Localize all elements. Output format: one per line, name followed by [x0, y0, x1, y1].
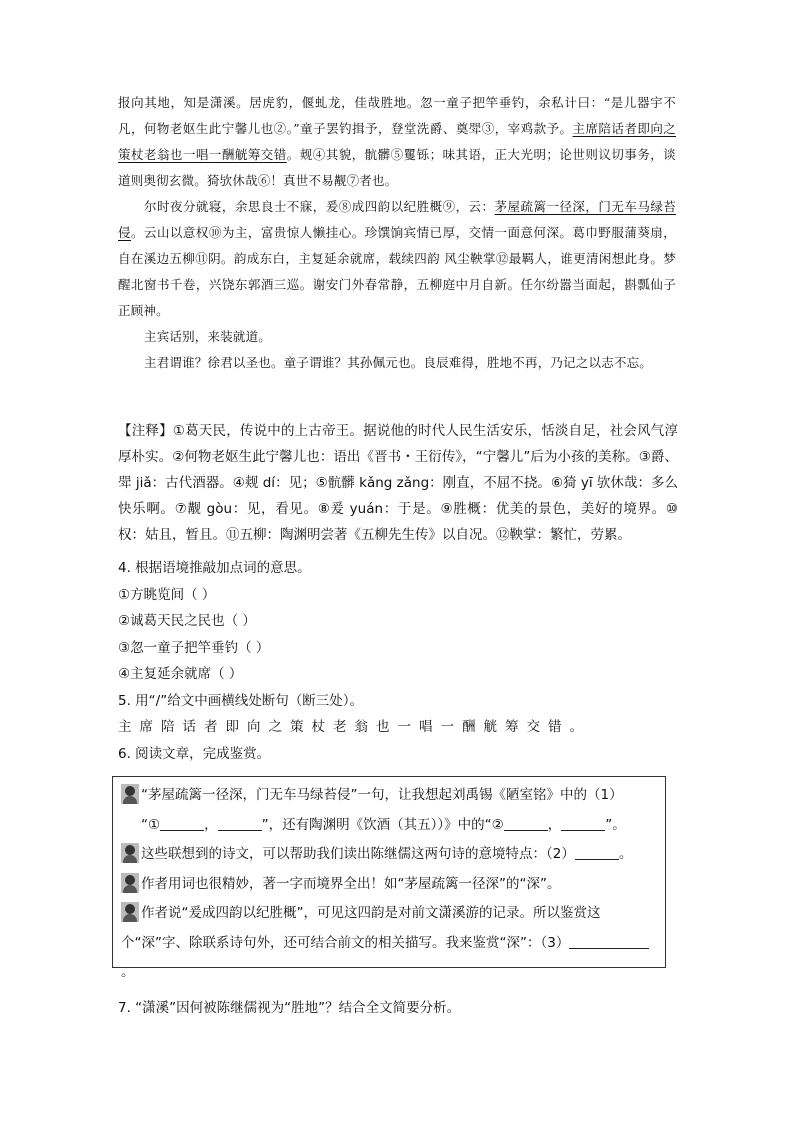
answer-blank[interactable]: [504, 816, 548, 831]
q6-stem: 6. 阅读文章，完成鉴赏。: [118, 745, 271, 762]
box-row-1: “茅屋疏篱一径深，门无车马绿苔侵”一句，让我想起刘禹锡《陋室铭》中的（1）: [121, 781, 657, 811]
q5-stem: 5. 用“/”给文中画横线处断句（断三处）。: [118, 692, 363, 709]
q4-stem: 4. 根据语境推敲加点词的意思。: [118, 560, 311, 576]
annotation-label: 【注释】: [118, 423, 173, 439]
classical-passage: [118, 90, 676, 376]
answer-blank[interactable]: [218, 816, 262, 831]
annotation-text: ①葛天民，传说中的上古帝王。据说他的时代人民生活安乐，恬淡自足，社会风气淳厚朴实。②何物老妪生此宁馨儿也：语出《晋书・王衍传》，“宁馨儿”后为小孩的美称。③爵、斝 jiǎ：古代酒器。④觌 dí：见；⑤骯髒 kǎng zǎng：刚直，不屈不挠。⑥猗 yī 欤休哉：多么快乐啊。⑦觏 gòu：见，看见。⑧爰 yuán：于是。⑨胜概：优美的景色，美好的境界。⑩权：姑且，暂且。⑪五柳：陶渊明尝著《五柳先生传》以自况。⑫鞅掌：繁忙，劳累。: [118, 423, 678, 543]
q4-item-2: ②诚葛天民之民也（ ）: [118, 613, 256, 629]
answer-blank[interactable]: [561, 816, 605, 831]
passage-paragraph-2: 尔时夜分就寝，余思良士不寐，爰⑧成四韵以纪胜概⑨，云：茅屋疏篱一径深，门无车马绿苔侵。云山以意权⑩为主，富贵惊人懒挂心。珍馔饷宾情已厚，交情一面意何深。葛巾野服蒲葵扇，自在溪边五柳⑪阴。韵成东白，主复延余就席，载续四韵 风尘鞅掌⑫最羁人，谁更清闲想此身。梦醒北窗书千卷，兴饶东郭酒三巡。谢安门外春常静，五柳庭中月自新。任尔纷嚣当面起，斟瓢仙子正顾神。: [118, 199, 676, 318]
student-avatar-icon: [121, 843, 139, 863]
passage-paragraph-3: 主宾话别，来装就道。: [144, 329, 272, 344]
underlined-sentence-2: 茅屋疏篱一径深，门无车马绿苔侵: [118, 199, 676, 240]
question-7: 7. “潇溪”因何被陈继儒视为“胜地”？结合全文简要分析。: [118, 1000, 461, 1016]
answer-blank[interactable]: [569, 934, 649, 949]
q5-sentence: 主席陪话者即向之策杖老翁也一唱一酬觥筹交错。: [118, 719, 591, 735]
student-avatar-icon: [121, 902, 139, 922]
underlined-sentence-1: 主席陪话者即向之策杖老翁也一唱一酬觥筹交错: [118, 121, 676, 162]
box-row-3: 这些联想到的诗文，可以帮助我们读出陈继儒这两句诗的意境特点：（2） 。: [121, 840, 657, 870]
student-avatar-icon: [121, 784, 139, 804]
answer-blank[interactable]: [160, 816, 204, 831]
question-4: [118, 555, 678, 767]
student-avatar-icon: [121, 873, 139, 893]
answer-blank[interactable]: [575, 845, 619, 860]
q4-item-4: ④主复延余就席（ ）: [118, 666, 243, 682]
passage-paragraph-1: 报向其地，知是潇溪。居虎豹，偃虬龙，佳哉胜地。忽一童子把竿垂钓，余私计曰：“是儿器宇不凡，何物老妪生此宁馨儿也②。”童子罢钓揖予，登堂洗爵、奠斝③，宰鸡款予。主席陪话者即向之策杖老翁也一唱一酬觥筹交错。觌④其貌，骯髒⑤矍铄；味其语，正大光明；论世则议切事务，谈道则奥彻玄微。猗欤休哉⑥！真世不易觏⑦者也。: [118, 95, 676, 188]
passage-paragraph-4: 主君谓谁？徐君以圣也。童子谓谁？其孙佩元也。良辰难得，胜地不再，乃记之以志不忘。: [144, 355, 653, 370]
appreciation-box: [112, 776, 666, 980]
annotations: [118, 418, 678, 548]
q4-item-3: ③忽一童子把竿垂钓（ ）: [118, 639, 270, 656]
box-row-2: “① ， ”，还有陶渊明《饮酒（其五））》中的“② ， ”。: [141, 816, 626, 833]
box-row-4: 作者用词也很精妙，著一字而境界全出！如“茅屋疏篱一径深”的“深”。: [121, 870, 657, 900]
q4-item-1: ①方眺览间（ ）: [118, 586, 216, 603]
box-row-5: 作者说“爰成四韵以纪胜概”，可见这四韵是对前文潇溪游的记录。所以鉴赏这个“深”字、除联系诗句外，还可结合前文的相关描写。我来鉴赏“深”：（3）。: [121, 899, 657, 988]
